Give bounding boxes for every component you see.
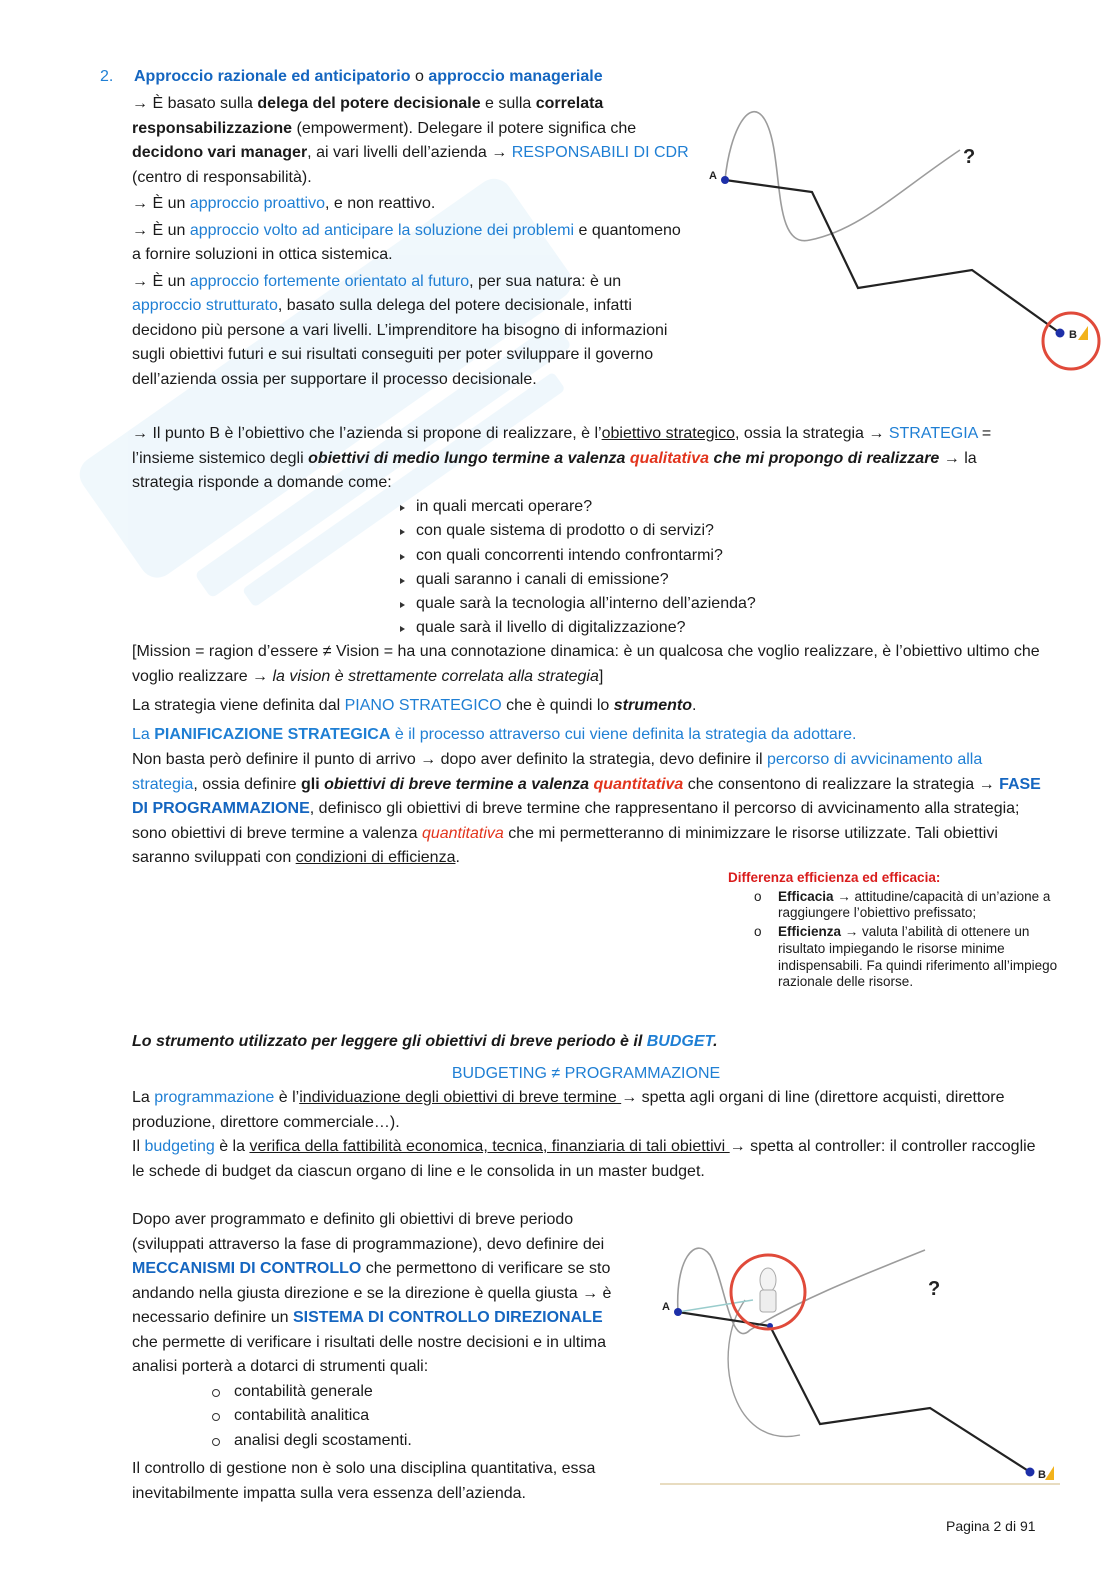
text-blue: approccio fortemente orientato al futuro [189,272,470,290]
text: attitudine/capacità di un’azione a raggiungere l’obiettivo prefissato; [778,888,1051,921]
list-item [728,889,1058,922]
paragraph-programmazione-def [132,1086,1042,1135]
text: → Il punto B è l’obiettivo che l’azienda si propone di realizzare, è l’ [132,425,602,442]
list-item: in quali mercati operare? [398,495,756,519]
text: è il processo attraverso cui viene definita la strategia da adottare. [390,726,857,743]
list-item: contabilità analitica [208,1404,617,1429]
text: La strategia viene definita dal [132,697,345,714]
paragraph-pianificazione [132,723,1042,748]
text-blue: STRATEGIA [888,425,978,442]
point-b [1026,1468,1035,1477]
text-red: quantitativa [593,775,684,793]
text: → È un [132,272,190,290]
text: , per sua natura: è un [469,272,622,290]
text: . [691,697,697,714]
section-number: 2. [100,68,114,85]
section-title-a: Approccio razionale ed anticipatorio [134,68,411,85]
label-a: A [662,1301,670,1313]
text-bold-italic: obiettivi di breve termine a valenza [324,775,594,793]
text-blue: PIANO STRATEGICO [344,697,502,714]
paragraph-mission [132,640,1042,689]
efficiency-vs-effectiveness-box [728,870,1058,991]
text: , ossia definire [193,775,301,793]
text: che consentono di realizzare la strategia → [683,775,1000,793]
text-red: qualitativa [629,449,710,467]
text-underline: obiettivo strategico [601,425,735,442]
text-bold-blue: SISTEMA DI CONTROLLO DIREZIONALE [292,1309,603,1326]
text-red: quantitativa [421,824,504,842]
text: (centro di responsabilità). [132,168,312,186]
text-bold-blue: MECCANISMI DI CONTROLLO [132,1260,362,1277]
text: La [132,726,155,743]
text-bold: correlata responsabilizzazione [132,95,604,137]
text-blue: approccio proattivo [189,195,325,212]
control-path-diagram [650,1240,1070,1490]
text-bold-blue: FASE DI PROGRAMMAZIONE [132,775,1041,817]
text: → valuta l’abilità di ottenere un risultato impiegando le risorse minime indispensabili. Fa quindi riferimento all’impiego razionale delle risorse. [778,924,1058,990]
text: . [713,1033,718,1050]
label-question: ? [963,146,976,168]
text: La [132,1089,155,1106]
text-bold-italic: obiettivi di medio lungo termine a valenza [308,449,630,467]
text: è l’ [274,1089,300,1106]
section-title-b: approccio manageriale [428,68,603,85]
paragraph-piano [132,694,1042,719]
text-blue: percorso di avvicinamento alla strategia [132,751,983,793]
text-bold: Efficacia → [778,888,851,904]
list-item: contabilità generale [208,1380,617,1405]
text: , ai vari livelli dell’azienda → [307,144,512,161]
paragraph-strategia [132,422,1042,496]
text-bold-italic: strumento [613,697,692,714]
control-tools-list [208,1380,617,1454]
label-a: A [709,170,717,182]
label-b: B [1038,1469,1046,1481]
text: ] [598,667,604,685]
label-question: ? [928,1278,941,1300]
text: → È un [132,195,190,212]
paragraph-delega [132,92,692,190]
text: e sulla [480,95,536,112]
text: e quantomeno a fornire soluzioni in ottica sistemica. [132,221,681,263]
text: → la strategia risponde a domande come: [132,449,977,491]
paragraph-budget [132,1030,1042,1055]
text: , basato sulla delega del potere decisionale, infatti decidono più persone a vari livelli. L’imprenditore ha bisogno di informazioni sugli obiettivi futuri e sui risultati conseguiti per poter sviluppare il governo dell’azienda ossia per supportare il processo decisionale. [132,297,668,388]
text: che mi permetteranno di minimizzare le risorse utilizzate. Tali obiettivi saranno sviluppati con [132,824,998,866]
text: , ossia la strategia → [735,425,889,442]
text: Il [132,1138,145,1155]
text: Lo strumento utilizzato per leggere gli obiettivi di breve periodo è il [132,1033,647,1050]
strategy-path-diagram [700,100,1110,390]
text: , e non reattivo. [325,195,436,212]
text: → spetta agli organi di line (direttore acquisti, direttore produzione, direttore commerciale…). [132,1089,1005,1131]
flag-icon [1045,1466,1054,1480]
text: . [455,849,460,866]
text: che è quindi lo [501,697,614,714]
text-blue: BUDGET [646,1033,714,1050]
list-item [728,924,1058,991]
text-blue: budgeting [144,1138,215,1155]
intro-paragraphs [132,92,692,392]
paragraph-budgeting-def [132,1135,1042,1184]
point-a [721,176,729,184]
point-b [1056,329,1065,338]
paragraph-anticipare [132,219,692,268]
text-bold: delega del potere decisionale [257,95,481,112]
text: (empowerment). Delegare il potere significa che [292,119,637,137]
text-bold: gli [300,775,325,793]
text: Dopo aver programmato e definito gli obiettivi di breve periodo (sviluppati attraverso la fase di programmazione), devo definire dei [132,1211,605,1253]
list-item: quale sarà la tecnologia all’interno dell’azienda? [398,592,756,616]
section-title-o: o [414,68,424,85]
text-bold: PIANIFICAZIONE STRATEGICA [154,726,391,743]
text-blue: programmazione [154,1089,275,1106]
list-item: quali saranno i canali di emissione? [398,568,756,592]
text: che permettono di verificare se sto andando nella giusta direzione e se la direzione è quella giusta → è necessario definire un [132,1260,612,1326]
text-bold-italic: che mi propongo di realizzare [709,449,940,467]
target-circle [1043,313,1099,369]
budgeting-heading: BUDGETING ≠ PROGRAMMAZIONE [451,1065,721,1082]
path-curve [678,1248,925,1333]
strategy-questions-list [398,495,756,641]
point-a [674,1308,682,1316]
text-bold: Efficienza [778,924,842,940]
text: Non basta però definire il punto di arrivo → dopo aver definito la strategia, devo definire il [132,751,768,768]
paragraph-controllo [132,1208,617,1506]
text: → È basato sulla [132,95,258,112]
text-blue: approccio strutturato [132,297,278,314]
list-item: quale sarà il livello di digitalizzazione? [398,616,756,640]
paragraph-proattivo [132,192,692,217]
text: , definisco gli obiettivi di breve termine che rappresentano il percorso di avvicinamento alla strategia; sono obiettivi di breve termine a valenza [132,800,1020,842]
text: è la [214,1138,250,1155]
person-icon [760,1268,776,1312]
text-bold: decidono vari manager [132,144,308,161]
flag-icon [1078,326,1088,340]
list-item: con quale sistema di prodotto o di servizi? [398,519,756,543]
text-underline: verifica della fattibilità economica, tecnica, finanziaria di tali obiettivi [249,1138,730,1155]
path-segments [725,180,1060,333]
text-blue: approccio volto ad anticipare la soluzione dei problemi [189,221,575,239]
text-underline: condizioni di efficienza [295,849,456,866]
box-title: Differenza efficienza ed efficacia: [728,870,941,885]
path-curve [725,112,960,241]
list-item: analisi degli scostamenti. [208,1429,617,1454]
text: che permette di verificare i risultati delle nostre decisioni e in ultima analisi porterà a dotarci di strumenti quali: [132,1333,606,1375]
section-heading [100,65,603,90]
text-italic: la vision è strettamente correlata alla strategia [272,667,599,685]
text: → È un [132,221,190,239]
page-number: Pagina 2 di 91 [946,1518,1036,1534]
label-b: B [1069,329,1077,341]
cdr-highlight: RESPONSABILI DI CDR [511,144,689,161]
text: → spetta al controller: il controller raccoglie le schede di budget da ciascun organo di line e le consolida in un master budget. [132,1138,1036,1180]
text-underline: individuazione degli obiettivi di breve termine [299,1089,622,1106]
paragraph-futuro [132,270,692,393]
text: = l’insieme sistemico degli [132,425,992,467]
list-item: con quali concorrenti intendo confrontarmi? [398,544,756,568]
closing-sentence: Il controllo di gestione non è solo una disciplina quantitativa, essa inevitabilmente impatta sulla vera essenza dell’azienda. [132,1460,596,1502]
text: [Mission = ragion d’essere ≠ Vision = ha una connotazione dinamica: è un qualcosa che voglio realizzare, è l’obiettivo ultimo che voglio realizzare → [132,643,1040,685]
paragraph-programmazione [132,748,1042,871]
